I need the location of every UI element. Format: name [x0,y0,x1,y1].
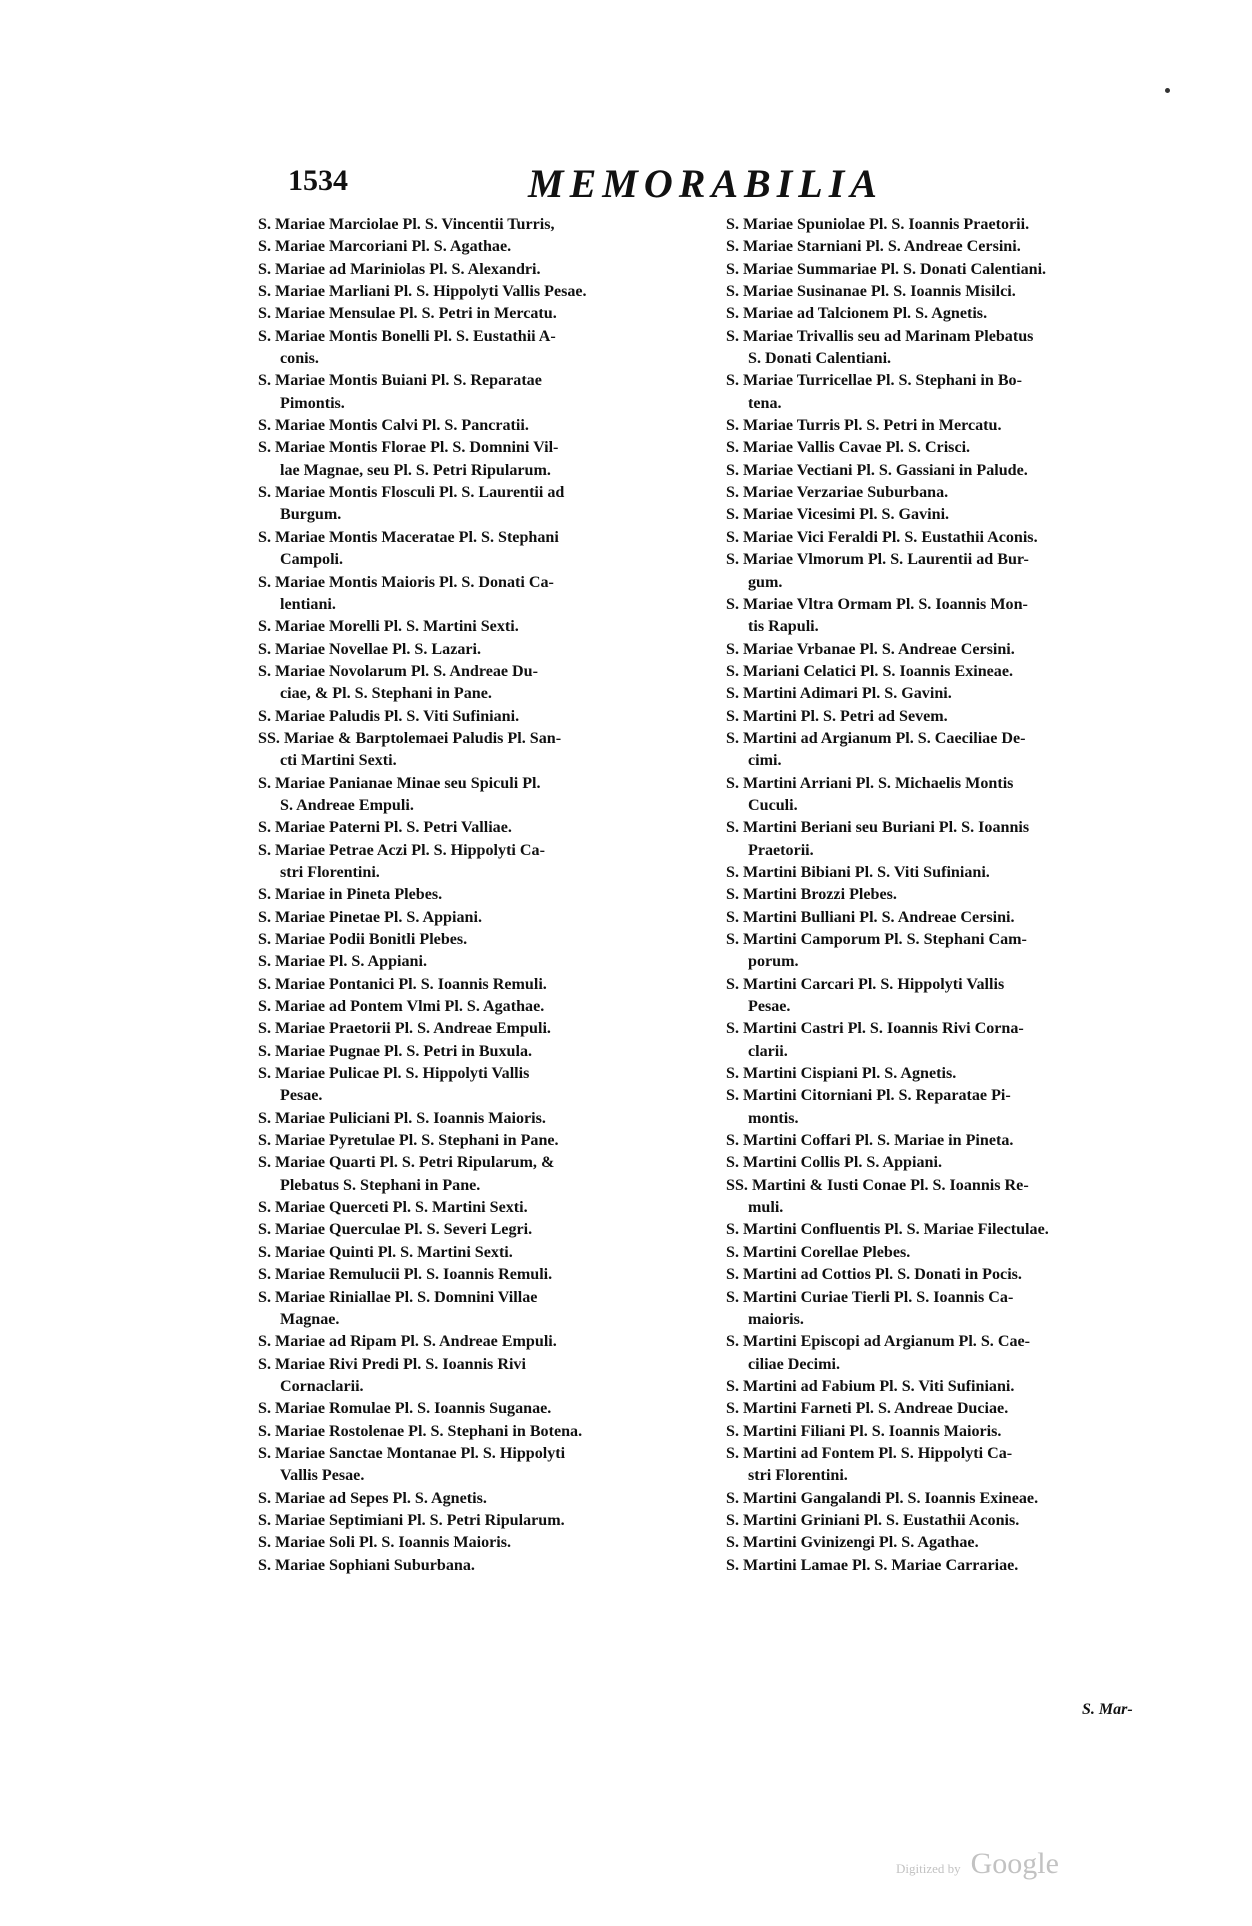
index-entry-line: S. Donati Calentiani. [748,350,892,368]
index-entry-line: clarii. [748,1042,788,1060]
index-entry-line: S. Martini Filiani Pl. S. Ioannis Maioris. [726,1422,1002,1440]
index-entry-line: S. Martini Arriani Pl. S. Michaelis Montis [726,774,1014,792]
index-entry-line: conis. [280,350,319,368]
index-entry-line: S. Mariae Summariae Pl. S. Donati Calentiani. [726,260,1047,278]
index-entry-line: S. Martini Pl. S. Petri ad Sevem. [726,707,948,725]
left-column [258,214,718,1577]
index-entry-line: S. Mariae in Pineta Plebes. [258,886,443,904]
index-entry-line: S. Mariae Septimiani Pl. S. Petri Ripularum. [258,1511,565,1529]
index-entry-line: S. Andreae Empuli. [280,796,414,814]
index-entry-line: ciae, & Pl. S. Stephani in Pane. [280,685,492,703]
index-entry-line: S. Martini Coffari Pl. S. Mariae in Pineta. [726,1132,1014,1150]
index-entry-line: S. Mariae Montis Maioris Pl. S. Donati Ca- [258,573,554,591]
index-entry-line: lae Magnae, seu Pl. S. Petri Ripularum. [280,461,551,479]
index-entry-line: Magnae. [280,1310,340,1328]
index-entry-line: S. Mariae Podii Bonitli Plebes. [258,931,468,948]
index-entry-line: S. Martini Corellae Plebes. [726,1243,911,1261]
index-entry-line: S. Mariae Rostolenae Pl. S. Stephani in Botena. [258,1422,583,1440]
index-entry-line: S. Mariae ad Pontem Vlmi Pl. S. Agathae. [258,998,545,1016]
index-entry-line: S. Mariae Vectiani Pl. S. Gassiani in Palude. [726,461,1028,479]
index-entry-line: S. Mariae Marcoriani Pl. S. Agathae. [258,238,512,256]
index-entry-line: S. Mariae Vrbanae Pl. S. Andreae Cersini. [726,640,1015,658]
index-entry-line: S. Mariae Turris Pl. S. Petri in Mercatu. [726,417,1002,435]
index-entry-line: S. Martini Brozzi Plebes. [726,886,897,904]
index-entry-line: S. Martini ad Argianum Pl. S. Caeciliae De- [726,729,1026,747]
right-column [726,214,1186,1577]
index-entry-line: S. Martini Bulliani Pl. S. Andreae Cersini. [726,908,1015,926]
index-entry-line: S. Martini Curiae Tierli Pl. S. Ioannis Ca- [726,1288,1014,1306]
index-entry-line: stri Florentini. [280,863,380,881]
index-entry-line: SS. Martini & Iusti Conae Pl. S. Ioannis Re- [726,1176,1029,1194]
index-entry-line: S. Martini Carcari Pl. S. Hippolyti Vallis [726,975,1005,993]
page-number: 1534 [288,164,348,197]
index-entry-line: S. Mariae Soli Pl. S. Ioannis Maioris. [258,1534,512,1552]
index-entry-line: S. Mariae Montis Bonelli Pl. S. Eustathii A- [258,327,556,345]
index-entry-line: lentiani. [280,595,336,613]
index-entry-line: S. Mariae Riniallae Pl. S. Domnini Villae [258,1288,538,1306]
index-entry-line: S. Martini Castri Pl. S. Ioannis Rivi Corna- [726,1020,1024,1038]
index-entry-line: porum. [748,953,799,971]
index-entry-line: Pesae. [748,998,791,1016]
index-entry-line: Praetorii. [748,841,814,859]
index-entry-line: S. Martini Beriani seu Buriani Pl. S. Ioannis [726,819,1030,837]
index-entry-line: S. Mariae Paludis Pl. S. Viti Sufiniani. [258,707,520,725]
index-entry-line: Pesae. [280,1087,323,1105]
index-entry-line: S. Mariae Verzariae Suburbana. [726,484,949,502]
index-entry-line: S. Mariae Romulae Pl. S. Ioannis Suganae. [258,1400,552,1418]
index-entry-line: ciliae Decimi. [748,1355,841,1373]
index-entry-line: S. Mariae Novolarum Pl. S. Andreae Du- [258,662,538,680]
watermark [896,1847,1059,1881]
index-entry-line: cimi. [748,752,782,770]
index-entry-line: S. Martini Confluentis Pl. S. Mariae Filectulae. [726,1221,1049,1239]
index-entry-line: Plebatus S. Stephani in Pane. [280,1176,481,1194]
index-entry-line: S. Mariae Vallis Cavae Pl. S. Crisci. [726,439,971,457]
index-entry-line: S. Mariae Praetorii Pl. S. Andreae Empuli. [258,1020,551,1038]
index-entry-line: S. Mariae Montis Calvi Pl. S. Pancratii. [258,417,529,435]
index-entry-line: S. Mariae Turricellae Pl. S. Stephani in Bo- [726,372,1022,390]
index-entry-line: S. Mariae Montis Buiani Pl. S. Reparatae [258,372,542,390]
index-entry-line: S. Mariae Starniani Pl. S. Andreae Cersini. [726,238,1021,256]
index-entry-line: S. Mariae Petrae Aczi Pl. S. Hippolyti Ca- [258,841,545,859]
index-entry-line: Campoli. [280,551,344,569]
index-entry-line: S. Martini Gvinizengi Pl. S. Agathae. [726,1534,979,1552]
index-entry-line: S. Mariae Pulicae Pl. S. Hippolyti Vallis [258,1065,530,1083]
index-entry-line: S. Martini Citorniani Pl. S. Reparatae Pi- [726,1087,1011,1105]
watermark-google: Google [970,1847,1059,1880]
index-entry-line: S. Martini ad Fabium Pl. S. Viti Sufiniani. [726,1377,1015,1395]
index-entry-line: S. Mariae Vici Feraldi Pl. S. Eustathii Aconis. [726,528,1038,546]
index-entry-line: cti Martini Sexti. [280,752,397,770]
index-entry-line: S. Mariae Vltra Ormam Pl. S. Ioannis Mon- [726,595,1028,613]
index-entry-line: S. Mariae Puliciani Pl. S. Ioannis Maioris. [258,1109,546,1127]
index-entry-line: S. Mariae Spuniolae Pl. S. Ioannis Praetorii. [726,216,1030,233]
index-entry-line: S. Martini Episcopi ad Argianum Pl. S. Cae- [726,1333,1031,1351]
index-entry-line: S. Mariae Querculae Pl. S. Severi Legri. [258,1221,533,1239]
index-entry-line: S. Mariae Susinanae Pl. S. Ioannis Misilci. [726,283,1016,301]
index-entry-line: Vallis Pesae. [280,1467,365,1485]
ink-speck [1165,88,1170,93]
index-entry-line: gum. [748,573,783,591]
index-entry-line: S. Martini Lamae Pl. S. Mariae Carrariae. [726,1556,1019,1574]
index-entry-line: S. Mariae Mensulae Pl. S. Petri in Mercatu. [258,305,557,323]
index-entry-line: S. Martini Cispiani Pl. S. Agnetis. [726,1065,957,1083]
index-entry-line: Cuculi. [748,796,798,814]
index-entry-line: S. Mariae Rivi Predi Pl. S. Ioannis Rivi [258,1355,526,1373]
index-entry-line: S. Mariae Pinetae Pl. S. Appiani. [258,908,482,926]
index-entry-line: Pimontis. [280,394,345,412]
index-entry-line: S. Mariae Marciolae Pl. S. Vincentii Turris, [258,216,555,233]
index-entry-line: S. Mariae ad Talcionem Pl. S. Agnetis. [726,305,988,323]
index-entry-line: S. Mariae Sanctae Montanae Pl. S. Hippolyti [258,1444,566,1462]
index-entry-line: S. Mariae Montis Maceratae Pl. S. Stephani [258,528,559,546]
index-entry-line: S. Mariae Panianae Minae seu Spiculi Pl. [258,774,541,792]
index-entry-line: S. Martini ad Fontem Pl. S. Hippolyti Ca- [726,1444,1013,1462]
index-entry-line: S. Mariani Celatici Pl. S. Ioannis Exineae. [726,662,1014,680]
index-entry-line: S. Martini Camporum Pl. S. Stephani Cam- [726,931,1027,948]
index-entry-line: S. Mariae ad Sepes Pl. S. Agnetis. [258,1489,487,1507]
index-entry-line: S. Mariae Pugnae Pl. S. Petri in Buxula. [258,1042,533,1060]
index-entry-line: S. Martini Bibiani Pl. S. Viti Sufiniani. [726,863,990,881]
index-entry-line: S. Mariae Quinti Pl. S. Martini Sexti. [258,1243,513,1261]
index-entry-line: S. Mariae Morelli Pl. S. Martini Sexti. [258,618,519,636]
catchword: S. Mar- [1082,1701,1133,1718]
page-header [288,160,1048,210]
index-entry-line: S. Mariae Paterni Pl. S. Petri Valliae. [258,819,512,837]
index-entry-line: S. Martini Collis Pl. S. Appiani. [726,1154,942,1172]
index-entry-line: S. Martini Farneti Pl. S. Andreae Duciae. [726,1400,1009,1418]
index-entry-line: S. Martini Griniani Pl. S. Eustathii Aconis. [726,1511,1020,1529]
index-entry-line: S. Mariae Montis Florae Pl. S. Domnini Vil- [258,439,559,457]
index-entry-line: S. Martini Adimari Pl. S. Gavini. [726,685,952,703]
index-entry-line: S. Mariae Vicesimi Pl. S. Gavini. [726,506,950,524]
index-entry-line: S. Mariae Remulucii Pl. S. Ioannis Remuli. [258,1266,553,1284]
index-entry-line: S. Martini Gangalandi Pl. S. Ioannis Exineae. [726,1489,1039,1507]
index-entry-line: maioris. [748,1310,804,1328]
index-entry-line: S. Mariae Novellae Pl. S. Lazari. [258,640,482,658]
index-entry-line: montis. [748,1109,799,1127]
index-entry-line: S. Mariae Vlmorum Pl. S. Laurentii ad Bur- [726,551,1029,569]
index-entry-line: S. Mariae ad Ripam Pl. S. Andreae Empuli. [258,1333,557,1351]
running-title: MEMORABILIA [528,161,883,206]
watermark-digitized: Digitized by [896,1861,961,1876]
index-entry-line: S. Mariae Montis Flosculi Pl. S. Laurentii ad [258,484,565,502]
index-entry-line: Cornaclarii. [280,1377,364,1395]
index-entry-line: tis Rapuli. [748,618,819,636]
index-entry-line: S. Mariae Pl. S. Appiani. [258,953,428,971]
index-entry-line: tena. [748,394,782,412]
index-entry-line: Burgum. [280,506,342,524]
index-entry-line: muli. [748,1199,784,1217]
index-entry-line: S. Mariae Pontanici Pl. S. Ioannis Remuli. [258,975,547,993]
index-entry-line: S. Mariae Sophiani Suburbana. [258,1556,475,1574]
index-entry-line: S. Mariae Querceti Pl. S. Martini Sexti. [258,1199,528,1217]
index-entry-line: S. Mariae Trivallis seu ad Marinam Plebatus [726,327,1034,345]
index-entry-line: S. Mariae ad Mariniolas Pl. S. Alexandri. [258,260,541,278]
index-entry-line: S. Mariae Pyretulae Pl. S. Stephani in Pane. [258,1132,559,1150]
index-entry-line: S. Mariae Marliani Pl. S. Hippolyti Vallis Pesae. [258,283,587,301]
index-entry-line: stri Florentini. [748,1467,848,1485]
index-entry-line: S. Martini ad Cottios Pl. S. Donati in Pocis. [726,1266,1022,1284]
index-entry-line: S. Mariae Quarti Pl. S. Petri Ripularum, & [258,1154,555,1172]
index-entry-line: SS. Mariae & Barptolemaei Paludis Pl. San- [258,729,562,747]
